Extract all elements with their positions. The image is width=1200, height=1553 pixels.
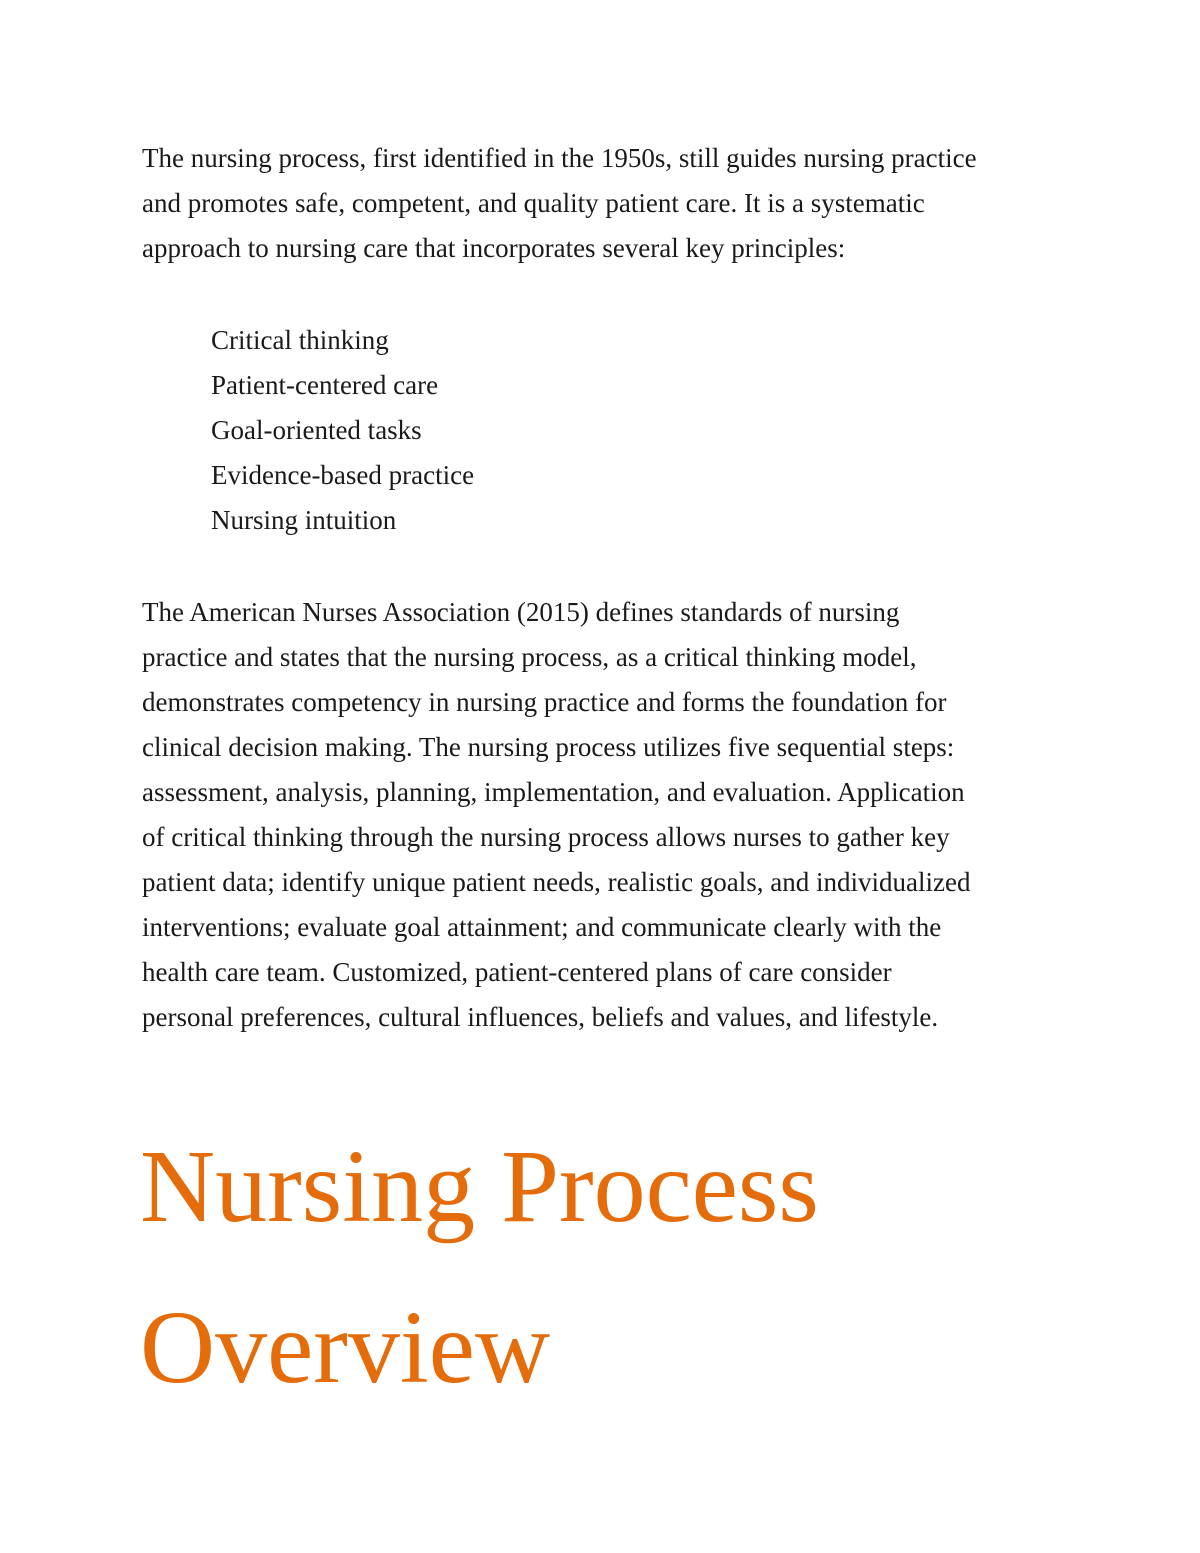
principle-item: Patient-centered care: [211, 370, 439, 400]
ana-line: of critical thinking through the nursing process allows nurses to gather key: [142, 822, 950, 852]
ana-line: assessment, analysis, planning, implementation, and evaluation. Application: [142, 777, 965, 807]
intro-line: The nursing process, first identified in the 1950s, still guides nursing practice: [142, 143, 977, 173]
principles-list: [211, 318, 474, 543]
ana-line: personal preferences, cultural influences, beliefs and values, and lifestyle.: [142, 1002, 939, 1032]
intro-paragraph: [142, 136, 1082, 271]
heading-line: Nursing Process: [140, 1129, 819, 1244]
ana-line: practice and states that the nursing process, as a critical thinking model,: [142, 642, 917, 672]
ana-line: patient data; identify unique patient needs, realistic goals, and individualized: [142, 867, 971, 897]
ana-line: health care team. Customized, patient-centered plans of care consider: [142, 957, 892, 987]
intro-line: and promotes safe, competent, and quality patient care. It is a systematic: [142, 188, 925, 218]
ana-line: clinical decision making. The nursing process utilizes five sequential steps:: [142, 732, 955, 762]
principle-item: Critical thinking: [211, 325, 389, 355]
principle-item: Evidence-based practice: [211, 460, 475, 490]
principle-item: Nursing intuition: [211, 505, 397, 535]
ana-line: The American Nurses Association (2015) defines standards of nursing: [142, 597, 900, 627]
ana-paragraph: [142, 590, 1082, 1040]
intro-line: approach to nursing care that incorporates several key principles:: [142, 233, 846, 263]
ana-line: interventions; evaluate goal attainment; and communicate clearly with the: [142, 912, 942, 942]
heading-line: Overview: [140, 1290, 551, 1405]
principle-item: Goal-oriented tasks: [211, 415, 422, 445]
section-heading: [140, 1106, 819, 1428]
ana-line: demonstrates competency in nursing practice and forms the foundation for: [142, 687, 947, 717]
